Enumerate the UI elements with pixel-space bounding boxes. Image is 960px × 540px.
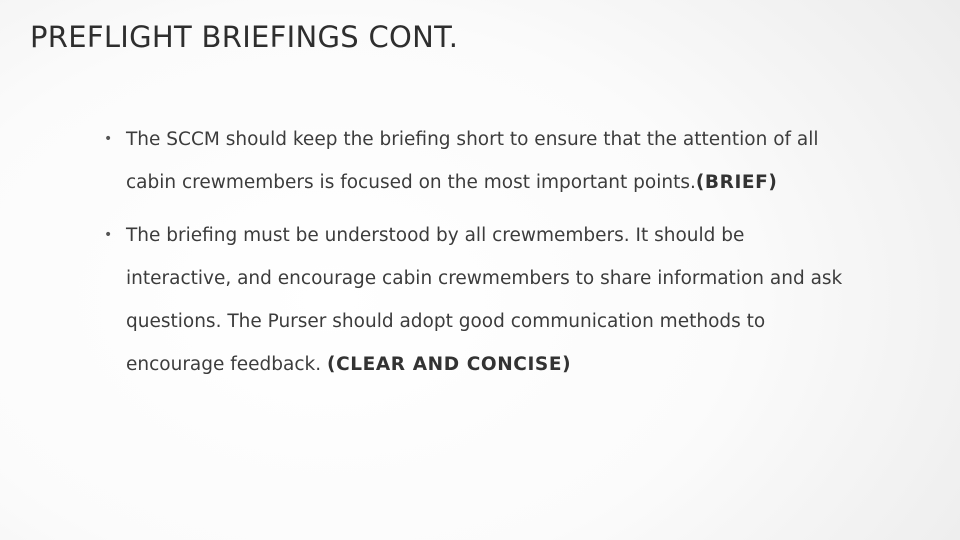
bullet-item-clear-concise	[104, 214, 849, 386]
bullet-emphasis: (BRIEF)	[695, 172, 778, 193]
bullet-list	[104, 118, 849, 386]
bullet-marker: •	[104, 227, 113, 243]
bullet-item-brief	[104, 118, 849, 204]
bullet-text: The briefing must be understood by all crewmembers. It should be interactive, and encourage cabin crewmembers to share information and ask questions. The Purser should adopt good communication methods to encourage feedback.	[126, 225, 843, 375]
bullet-emphasis: (CLEAR AND CONCISE)	[327, 354, 572, 375]
bullet-text: The SCCM should keep the briefing short to ensure that the attention of all cabin crewmembers is focused on the most important points.	[126, 129, 819, 193]
bullet-marker: •	[104, 131, 113, 147]
slide-title: PREFLIGHT BRIEFINGS CONT.	[30, 20, 459, 54]
